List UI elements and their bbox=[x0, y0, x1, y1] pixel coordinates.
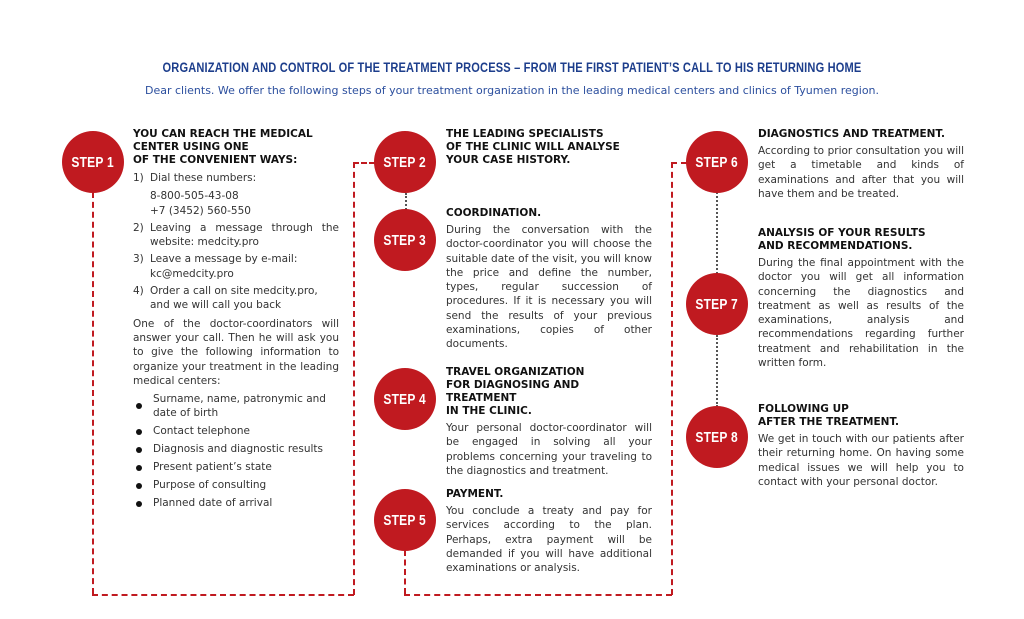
list-item: Contact telephone bbox=[133, 424, 339, 438]
connector-to-step6 bbox=[671, 162, 687, 164]
step-2-badge: STEP 2 bbox=[374, 131, 436, 193]
step-7-badge: STEP 7 bbox=[686, 273, 748, 335]
step-4-text bbox=[446, 366, 652, 478]
contact-ways-list bbox=[133, 171, 339, 313]
step-8-body: We get in touch with our patients after their returning home. On having some medical issues we will help you to contact with your personal doctor. bbox=[758, 433, 964, 488]
step-2-heading: THE LEADING SPECIALISTS OF THE CLINIC WILL ANALYSE YOUR CASE HISTORY. bbox=[446, 128, 620, 166]
list-item: 4) Order a call on site medcity.pro, and we will call you back bbox=[133, 285, 318, 312]
connector-up-to-step6 bbox=[671, 162, 673, 595]
list-item: Present patient’s state bbox=[133, 460, 339, 474]
step-6-badge: STEP 6 bbox=[686, 131, 748, 193]
step-8-text bbox=[758, 403, 964, 489]
step-8-heading: FOLLOWING UP AFTER THE TREATMENT. bbox=[758, 403, 900, 428]
list-item: Surname, name, patronymic and date of birth bbox=[133, 392, 339, 421]
connector-step1-down bbox=[92, 192, 94, 594]
step-5-badge: STEP 5 bbox=[374, 489, 436, 551]
list-item: Planned date of arrival bbox=[133, 496, 339, 510]
list-item: Purpose of consulting bbox=[133, 478, 339, 492]
step-3-badge: STEP 3 bbox=[374, 209, 436, 271]
step-7-heading: ANALYSIS OF YOUR RESULTS AND RECOMMENDATIONS. bbox=[758, 227, 926, 252]
step-5-text bbox=[446, 488, 652, 575]
step-1-heading: YOU CAN REACH THE MEDICAL CENTER USING ONE OF THE CONVENIENT WAYS: bbox=[133, 128, 313, 166]
step-3-body: During the conversation with the doctor-coordinator you will choose the suitable date of the visit, you will know the price and define the number, types, regular succession of procedures. If it is necessary you will send the results of your previous examinations, copies of other documents. bbox=[446, 224, 652, 351]
list-item: 1) Dial these numbers: 8-800-505-43-08 +7 (3452) 560-550 bbox=[133, 171, 339, 218]
step-7-body: During the final appointment with the doctor you will get all information concerning the diagnostics and treatment as well as results of the examinations, analysis and recommendations regarding further treatment and rehabilitation in the written form. bbox=[758, 257, 964, 370]
connector-up-to-step2 bbox=[353, 162, 355, 595]
step-5-heading: PAYMENT. bbox=[446, 488, 504, 500]
step-6-heading: DIAGNOSTICS AND TREATMENT. bbox=[758, 128, 945, 140]
connector-step2-3 bbox=[405, 193, 407, 210]
step-8-badge: STEP 8 bbox=[686, 406, 748, 468]
connector-step7-8 bbox=[716, 335, 718, 407]
step-6-body: According to prior consultation you will get a timetable and kinds of examinations and after that you will have them and be treated. bbox=[758, 145, 964, 200]
connector-bottom-left bbox=[92, 594, 354, 596]
phone-number: 8-800-505-43-08 bbox=[150, 190, 239, 203]
list-item: Diagnosis and diagnostic results bbox=[133, 442, 339, 456]
step-1-body: One of the doctor-coordinators will answer your call. Then he will ask you to give the following information to organize your treatment in the leading medical centers: bbox=[133, 317, 339, 387]
step-1-badge: STEP 1 bbox=[62, 131, 124, 193]
step-1-text bbox=[133, 128, 339, 514]
list-item: 3) Leave a message by e-mail: kc@medcity.pro bbox=[133, 253, 298, 280]
step-4-badge: STEP 4 bbox=[374, 368, 436, 430]
step-4-heading: TRAVEL ORGANIZATION FOR DIAGNOSING AND TREATMENT IN THE CLINIC. bbox=[446, 366, 585, 417]
step-2-text bbox=[446, 128, 652, 167]
step-6-text bbox=[758, 128, 964, 201]
page-title: ORGANIZATION AND CONTROL OF THE TREATMENT PROCESS – FROM THE FIRST PATIENT’S CALL TO HIS RETURNING HOME bbox=[162, 60, 862, 75]
step-3-heading: COORDINATION. bbox=[446, 207, 542, 219]
step-4-body: Your personal doctor-coordinator will be engaged in solving all your problems concerning your traveling to the diagnostics and treatment. bbox=[446, 422, 652, 477]
page-subtitle: Dear clients. We offer the following steps of your treatment organization in the leading medical centers and clinics of Tyumen region. bbox=[144, 84, 880, 97]
list-item: 2) Leaving a message through the website: medcity.pro bbox=[133, 221, 339, 249]
required-info-list bbox=[133, 392, 339, 511]
connector-step5-down bbox=[404, 550, 406, 594]
connector-to-step2 bbox=[353, 162, 375, 164]
connector-bottom-right bbox=[404, 594, 672, 596]
step-5-body: You conclude a treaty and pay for services according to the plan. Perhaps, extra payment will be demanded if you will have additional examinations or analysis. bbox=[446, 505, 652, 575]
connector-step6-7 bbox=[716, 192, 718, 274]
step-3-text bbox=[446, 207, 652, 352]
phone-number: +7 (3452) 560-550 bbox=[150, 204, 251, 217]
step-7-text bbox=[758, 227, 964, 370]
